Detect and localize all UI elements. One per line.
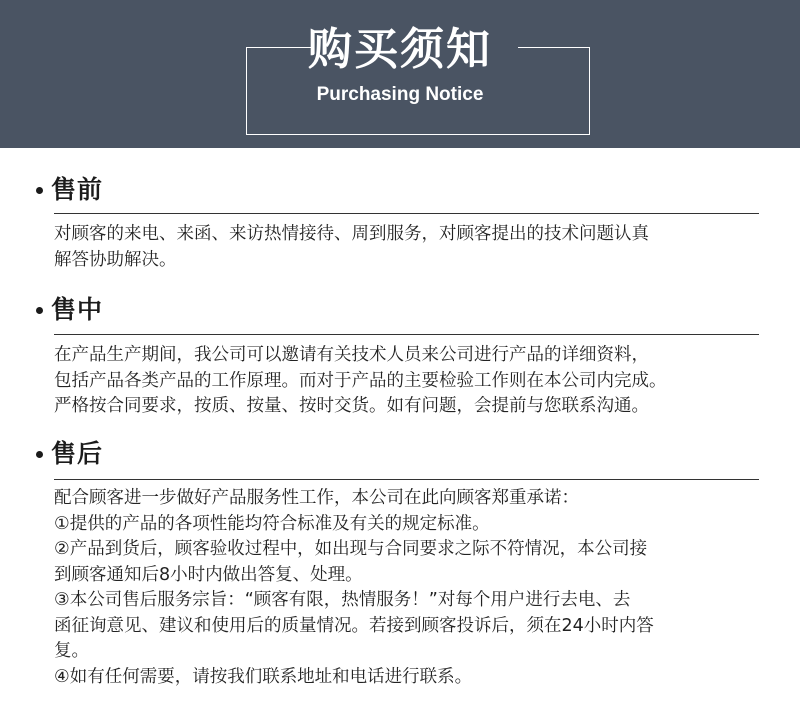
page-title: 购买须知 [308,24,492,75]
section-title: 售前 [51,175,104,204]
section-body [54,486,766,690]
bullet-icon [36,187,43,194]
body-line: ①提供的产品的各项性能均符合标准及有关的规定标准。 [54,513,490,534]
body-line: ②产品到货后，顾客验收过程中，如出现与合同要求之际不符情况，本公司接 [54,539,648,559]
body-line: 对顾客的来电、来函、来访热情接待、周到服务，对顾客提出的技术问题认真 [54,224,649,244]
body-line: 函征询意见、建议和使用后的质量情况。若接到顾客投诉后，须在24小时内答 [54,615,654,636]
body-line: 严格按合同要求，按质、按量、按时交货。如有问题，会提前与您联系沟通。 [54,396,649,416]
page-subtitle: Purchasing Notice [316,84,484,105]
divider [54,213,759,214]
section-body [54,343,766,420]
header-banner [0,0,800,148]
body-line: 配合顾客进一步做好产品服务性工作，本公司在此向顾客郑重承诺： [54,488,579,508]
body-line: 解答协助解决。 [54,249,177,270]
section-pre-sale [36,170,760,270]
divider [54,334,759,335]
body-line: 复。 [54,641,89,661]
body-line: ③本公司售后服务宗旨：“顾客有限，热情服务！”对每个用户进行去电、去 [54,590,631,610]
divider [54,479,759,480]
body-line: ④如有任何需要，请按我们联系地址和电话进行联系。 [54,666,473,687]
body-line: 包括产品各类产品的工作原理。而对于产品的主要检验工作则在本公司内完成。 [54,370,667,391]
bullet-icon [36,451,43,458]
bullet-icon [36,307,43,314]
body-line: 在产品生产期间，我公司可以邀请有关技术人员来公司进行产品的详细资料， [54,345,649,365]
section-after-sale [36,434,760,687]
section-in-sale [36,290,760,416]
section-title: 售中 [51,295,104,324]
body-line: 到顾客通知后8小时内做出答复、处理。 [54,564,363,585]
section-body [54,222,766,273]
section-title: 售后 [51,439,104,468]
